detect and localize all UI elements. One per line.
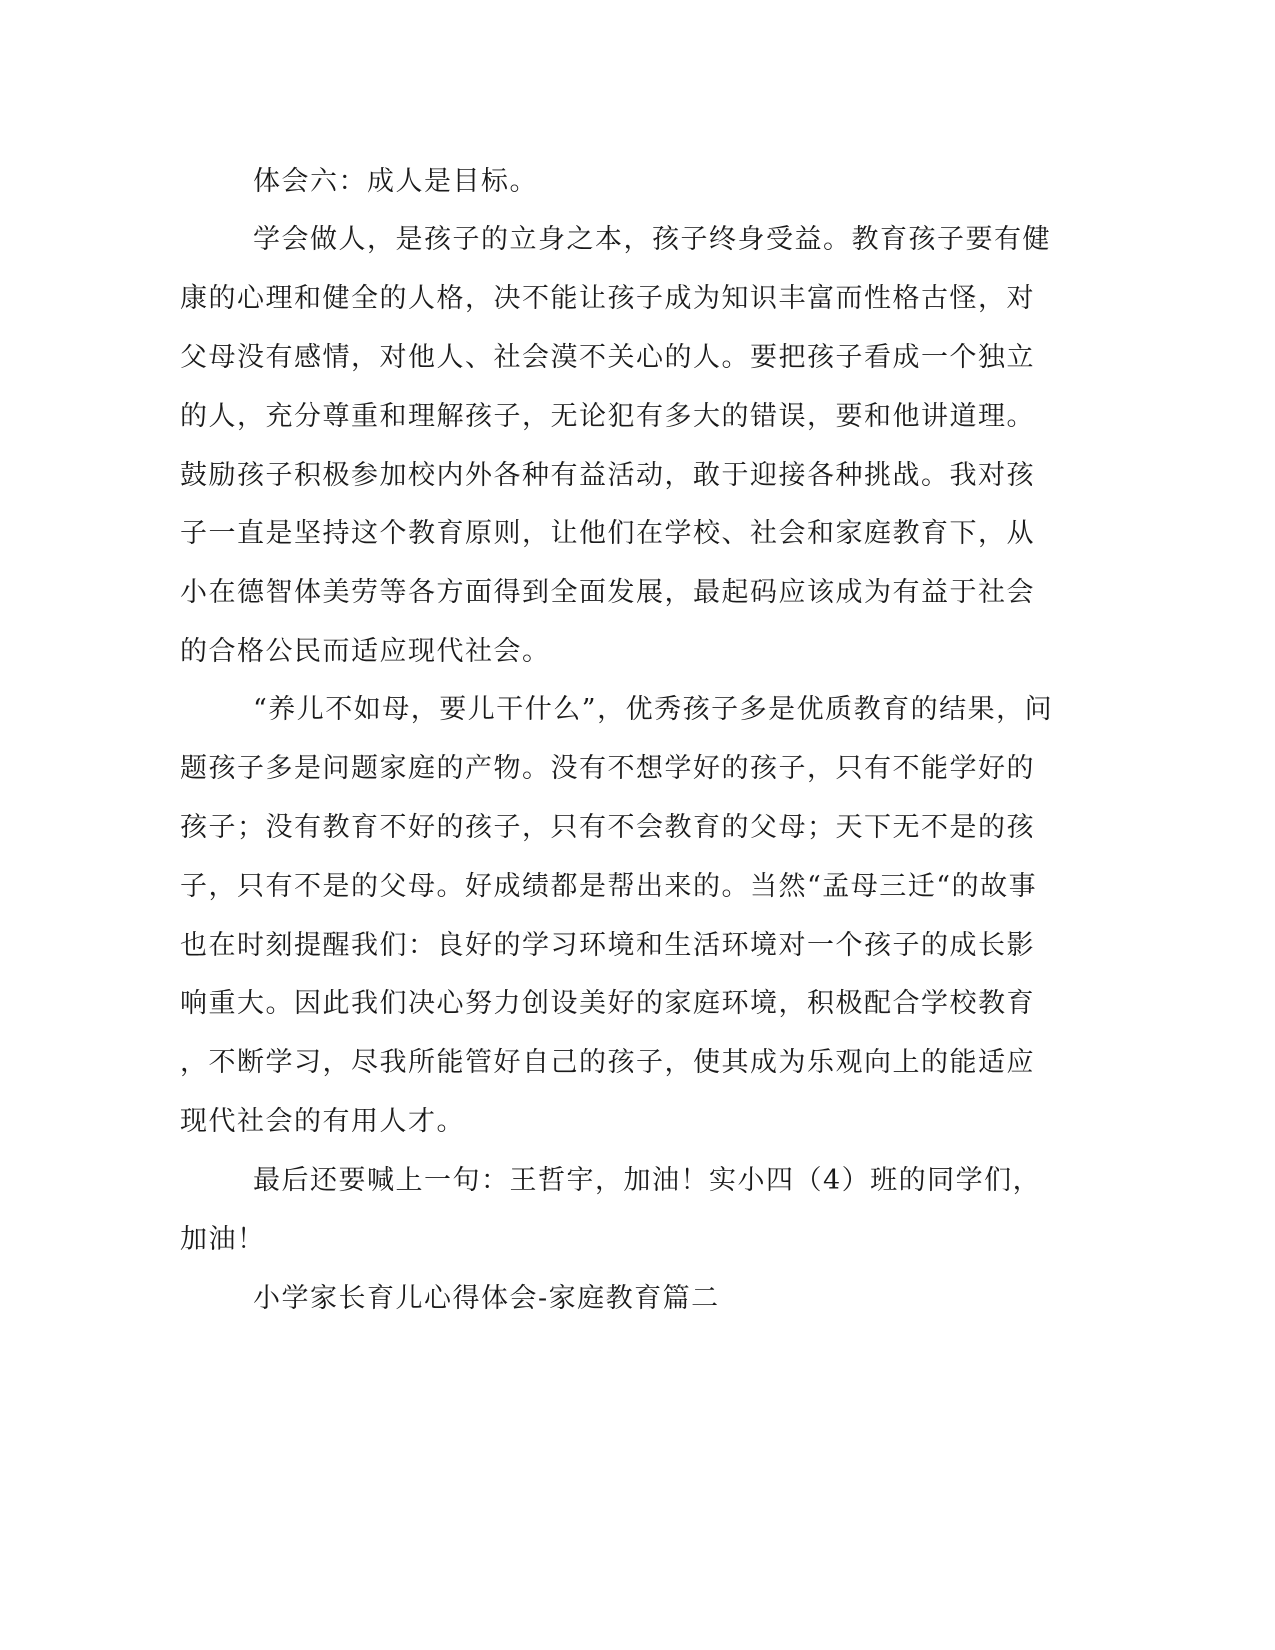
paragraph-line: 的人，充分尊重和理解孩子，无论犯有多大的错误，要和他讲道理。: [180, 401, 1035, 432]
paragraph-line: 子，只有不是的父母。好成绩都是帮出来的。当然“孟母三迁“的故事: [180, 871, 1038, 902]
paragraph-line: 也在时刻提醒我们：良好的学习环境和生活环境对一个孩子的成长影: [180, 930, 1035, 961]
paragraph-line: 父母没有感情，对他人、社会漠不关心的人。要把孩子看成一个独立: [180, 342, 1035, 373]
paragraph-line: 最后还要喊上一句：王哲宇，加油！实小四（4）班的同学们，: [253, 1165, 1042, 1196]
paragraph-line: 鼓励孩子积极参加校内外各种有益活动，敢于迎接各种挑战。我对孩: [180, 460, 1035, 491]
section-heading: 体会六：成人是目标。: [253, 166, 538, 197]
paragraph-line: “养儿不如母，要儿干什么”，优秀孩子多是优质教育的结果，问: [253, 694, 1054, 725]
paragraph-line: 子一直是坚持这个教育原则，让他们在学校、社会和家庭教育下，从: [180, 518, 1035, 549]
paragraph-line: 小在德智体美劳等各方面得到全面发展，最起码应该成为有益于社会: [180, 577, 1035, 608]
paragraph-line: 孩子；没有教育不好的孩子，只有不会教育的父母；天下无不是的孩: [180, 812, 1035, 843]
paragraph-line: 加油！: [180, 1224, 266, 1255]
paragraph-line: 学会做人，是孩子的立身之本，孩子终身受益。教育孩子要有健: [253, 224, 1051, 255]
section-title: 小学家长育儿心得体会-家庭教育篇二: [253, 1283, 720, 1314]
paragraph-line: 题孩子多是问题家庭的产物。没有不想学好的孩子，只有不能学好的: [180, 753, 1035, 784]
paragraph-line: 康的心理和健全的人格，决不能让孩子成为知识丰富而性格古怪，对: [180, 283, 1035, 314]
paragraph-line: 响重大。因此我们决心努力创设美好的家庭环境，积极配合学校教育: [180, 988, 1035, 1019]
paragraph-line: 现代社会的有用人才。: [180, 1106, 465, 1137]
paragraph-line: 的合格公民而适应现代社会。: [180, 636, 551, 667]
paragraph-line: ，不断学习，尽我所能管好自己的孩子，使其成为乐观向上的能适应: [180, 1047, 1035, 1078]
